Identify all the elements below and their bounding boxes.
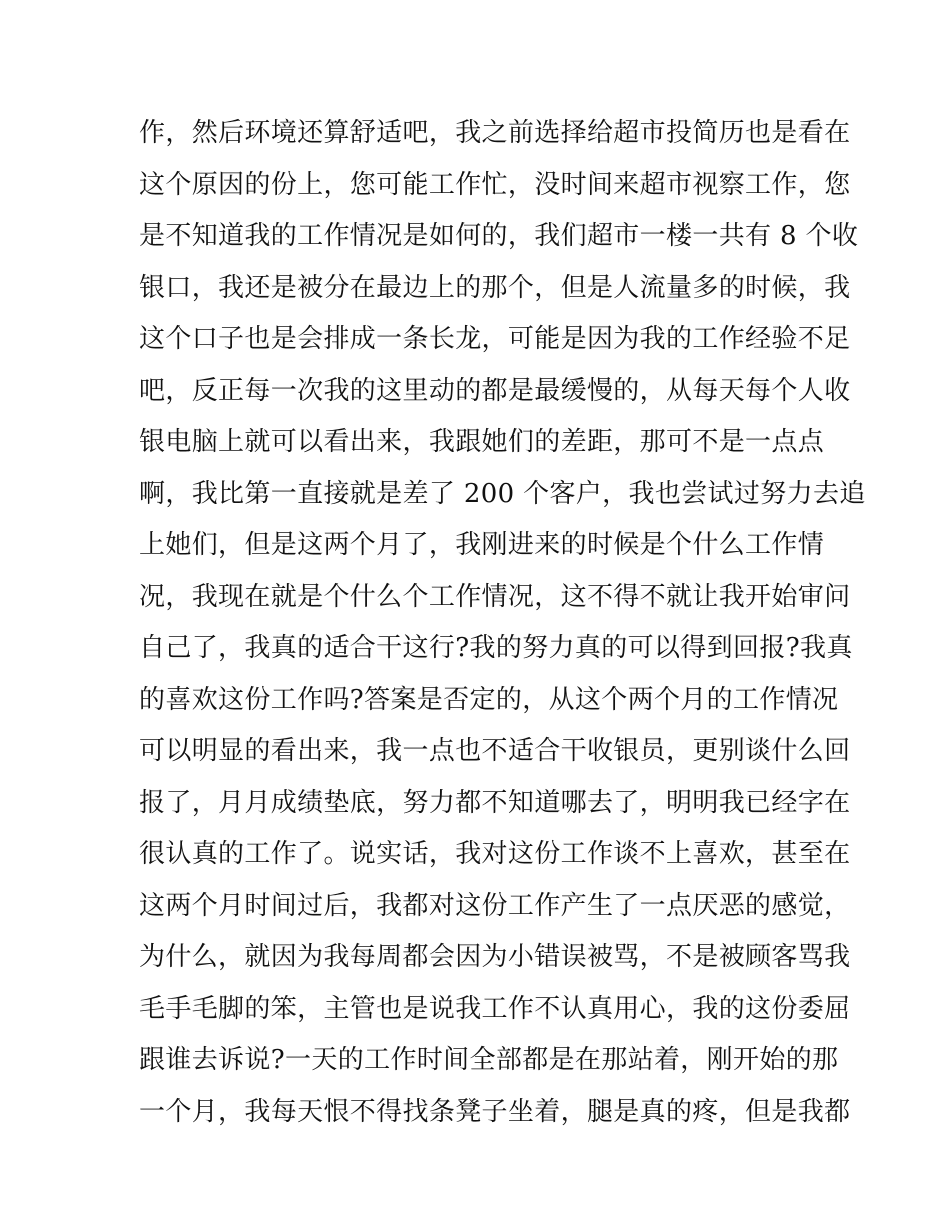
text-line: 银口，我还是被分在最边上的那个，但是人流量多的时候，我 bbox=[139, 272, 851, 303]
text-line: 上她们，但是这两个月了，我刚进来的时候是个什么工作情 bbox=[139, 530, 825, 560]
text-line: 跟谁去诉说?一天的工作时间全部都是在那站着，刚开始的那 bbox=[139, 1045, 839, 1075]
text-line: 这两个月时间过后，我都对这份工作产生了一点厌恶的感觉， bbox=[139, 890, 851, 921]
text-line: 银电脑上就可以看出来，我跟她们的差距，那可不是一点点 bbox=[139, 427, 825, 457]
text-line: 况，我现在就是个什么个工作情况，这不得不就让我开始审问 bbox=[139, 581, 851, 612]
text-line: 吧，反正每一次我的这里动的都是最缓慢的，从每天每个人收 bbox=[139, 375, 851, 406]
text-line: 一个月，我每天恨不得找条凳子坐着，腿是真的疼，但是我都 bbox=[139, 1096, 851, 1127]
text-line: 毛手毛脚的笨，主管也是说我工作不认真用心，我的这份委屈 bbox=[139, 993, 851, 1024]
text-line: 这个口子也是会排成一条长龙，可能是因为我的工作经验不足 bbox=[139, 324, 851, 354]
text-line: 为什么，就因为我每周都会因为小错误被骂，不是被顾客骂我 bbox=[139, 942, 851, 972]
text-line: 的喜欢这份工作吗?答案是否定的，从这个两个月的工作情况 bbox=[139, 684, 839, 715]
text-line: 报了，月月成绩垫底，努力都不知道哪去了，明明我已经字在 bbox=[139, 787, 851, 818]
text-line: 啊，我比第一直接就是差了 200 个客户，我也尝试过努力去追 bbox=[139, 478, 866, 509]
text-line: 自己了，我真的适合干这行?我的努力真的可以得到回报?我真 bbox=[139, 633, 853, 663]
text-line: 是不知道我的工作情况是如何的，我们超市一楼一共有 8 个收 bbox=[139, 221, 859, 251]
text-line: 这个原因的份上，您可能工作忙，没时间来超市视察工作，您 bbox=[139, 169, 851, 200]
body-text bbox=[139, 108, 866, 1138]
text-line: 可以明显的看出来，我一点也不适合干收银员，更别谈什么回 bbox=[139, 736, 851, 766]
text-line: 很认真的工作了。说实话，我对这份工作谈不上喜欢，甚至在 bbox=[139, 839, 851, 869]
text-line: 作，然后环境还算舒适吧，我之前选择给超市投简历也是看在 bbox=[139, 118, 851, 148]
